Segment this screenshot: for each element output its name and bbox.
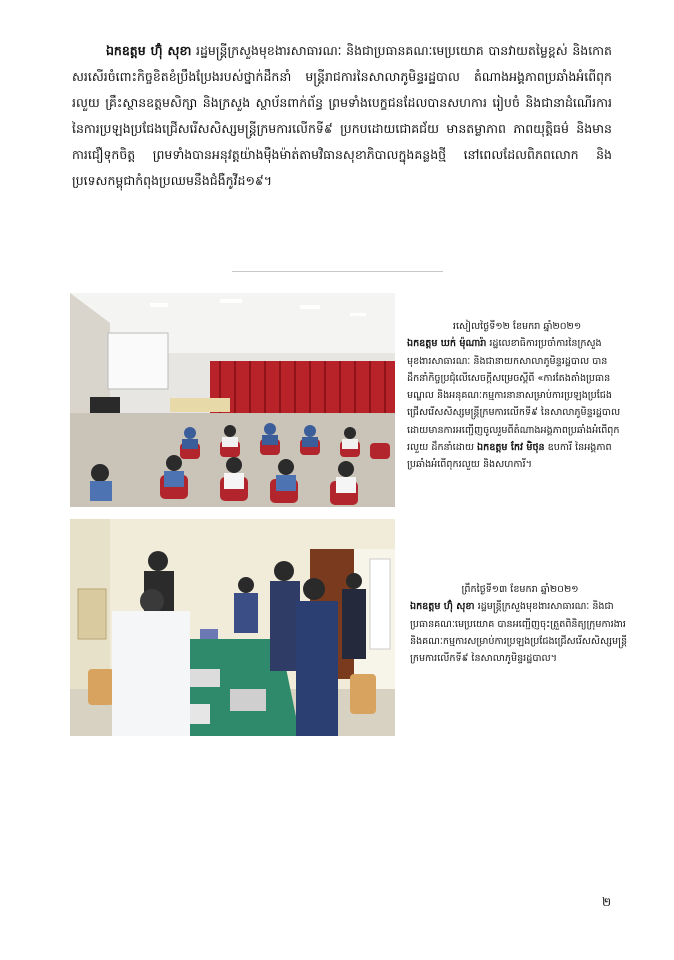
caption-date: រសៀលថ្ងៃទី១២ ខែមករា ឆ្នាំ២០២១: [452, 321, 582, 332]
caption-text-end: ឧបការី នៃអង្គភាពប្រឆាំងអំពើពុករលួយ និងសហការី។: [407, 442, 612, 471]
inspection-room-photo: [70, 519, 395, 736]
intro-name: ឯកឧត្តម ហ៊ុំ សុខា: [106, 43, 192, 58]
caption-name: ឯកឧត្តម ហ៊ុំ សុខា: [410, 601, 475, 613]
photo-caption-1: [407, 318, 627, 474]
page-number: ២: [602, 895, 612, 909]
caption-text: រដ្ឋមន្ត្រីក្រសួងមុខងារសាធារណៈ និងជាប្រធានគណៈមេប្រយោគ បានអញ្ជើញចុះត្រួតពិនិត្យក្រុមការងារ និងគណៈកម្មការសម្រាប់ការប្រឡងប្រជែងជ្រើសរើសសិស្សមន្ត្រីក្រមការលើកទី៩ នៃសាលាភូមិន្ទរដ្ឋបាល។: [410, 601, 628, 665]
intro-paragraph: [72, 38, 612, 194]
caption-name-secondary: ឯកឧត្តម កែវ មិថុន: [477, 442, 545, 454]
photo-caption-2: [410, 581, 630, 667]
caption-text: រដ្ឋលេខាធិការប្រចាំការនៃក្រសួងមុខងារសាធារណៈ និងជានាយកសាលាភូមិន្ទរដ្ឋបាល បានដឹកនាំកិច្ចប្រជុំលើសេចក្ដីសម្រេចស្ដីពី «ការតែងតាំងប្រធានមណ្ឌល និងអនុគណៈកម្មការនានាសម្រាប់ការប្រឡងប្រជែងជ្រើសរើសសិស្សមន្ត្រីក្រមការលើកទី៩ នៃសាលាភូមិន្ទរដ្ឋបាល ដោយមានការអញ្ជើញចូលរួមពីតំណាងអង្គភាពប្រឆាំងអំពើពុករលួយ ដឹកនាំដោយ: [407, 338, 621, 454]
meeting-hall-photo: [70, 293, 395, 507]
caption-date: ព្រឹកថ្ងៃទី១៣ ខែមករា ឆ្នាំ២០២១: [461, 584, 579, 595]
divider-line: [232, 271, 443, 272]
intro-text: រដ្ឋមន្ត្រីក្រសួងមុខងារសាធារណៈ និងជាប្រធានគណៈមេប្រយោគ បានវាយតម្លៃខ្ពស់ និងកោតសរសើរចំពោះកិច្ចខិតខំប្រឹងប្រែងរបស់ថ្នាក់ដឹកនាំ មន្ត្រីរាជការនៃសាលាភូមិន្ទរដ្ឋបាល តំណាងអង្គភាពប្រឆាំងអំពើពុករលួយ គ្រឹះស្ថានឧត្តមសិក្សា និងក្រសួង ស្ថាប័នពាក់ព័ន្ធ ព្រមទាំងបេក្ខជនដែលបានសហការ រៀបចំ និងជានាដំណើរការនៃការប្រឡងប្រជែងជ្រើសរើសសិស្សមន្ត្រីក្រមការលើកទី៩ ប្រកបដោយជោគជ័យ មានតម្លាភាព ភាពយុត្តិធម៌ និងមានការជឿទុកចិត្ត ព្រមទាំងបានអនុវត្តយ៉ាងម៉ឺងម៉ាត់តាមវិធានសុខាភិបាលក្នុងគន្លងថ្មី នៅពេលដែលពិភពលោក និងប្រទេសកម្ពុជាកំពុងប្រឈមនឹងជំងឺកូវីដ១៩។: [72, 43, 612, 188]
caption-name: ឯកឧត្តម ឃក់ ម៉ុណារ៉ា: [407, 338, 487, 350]
